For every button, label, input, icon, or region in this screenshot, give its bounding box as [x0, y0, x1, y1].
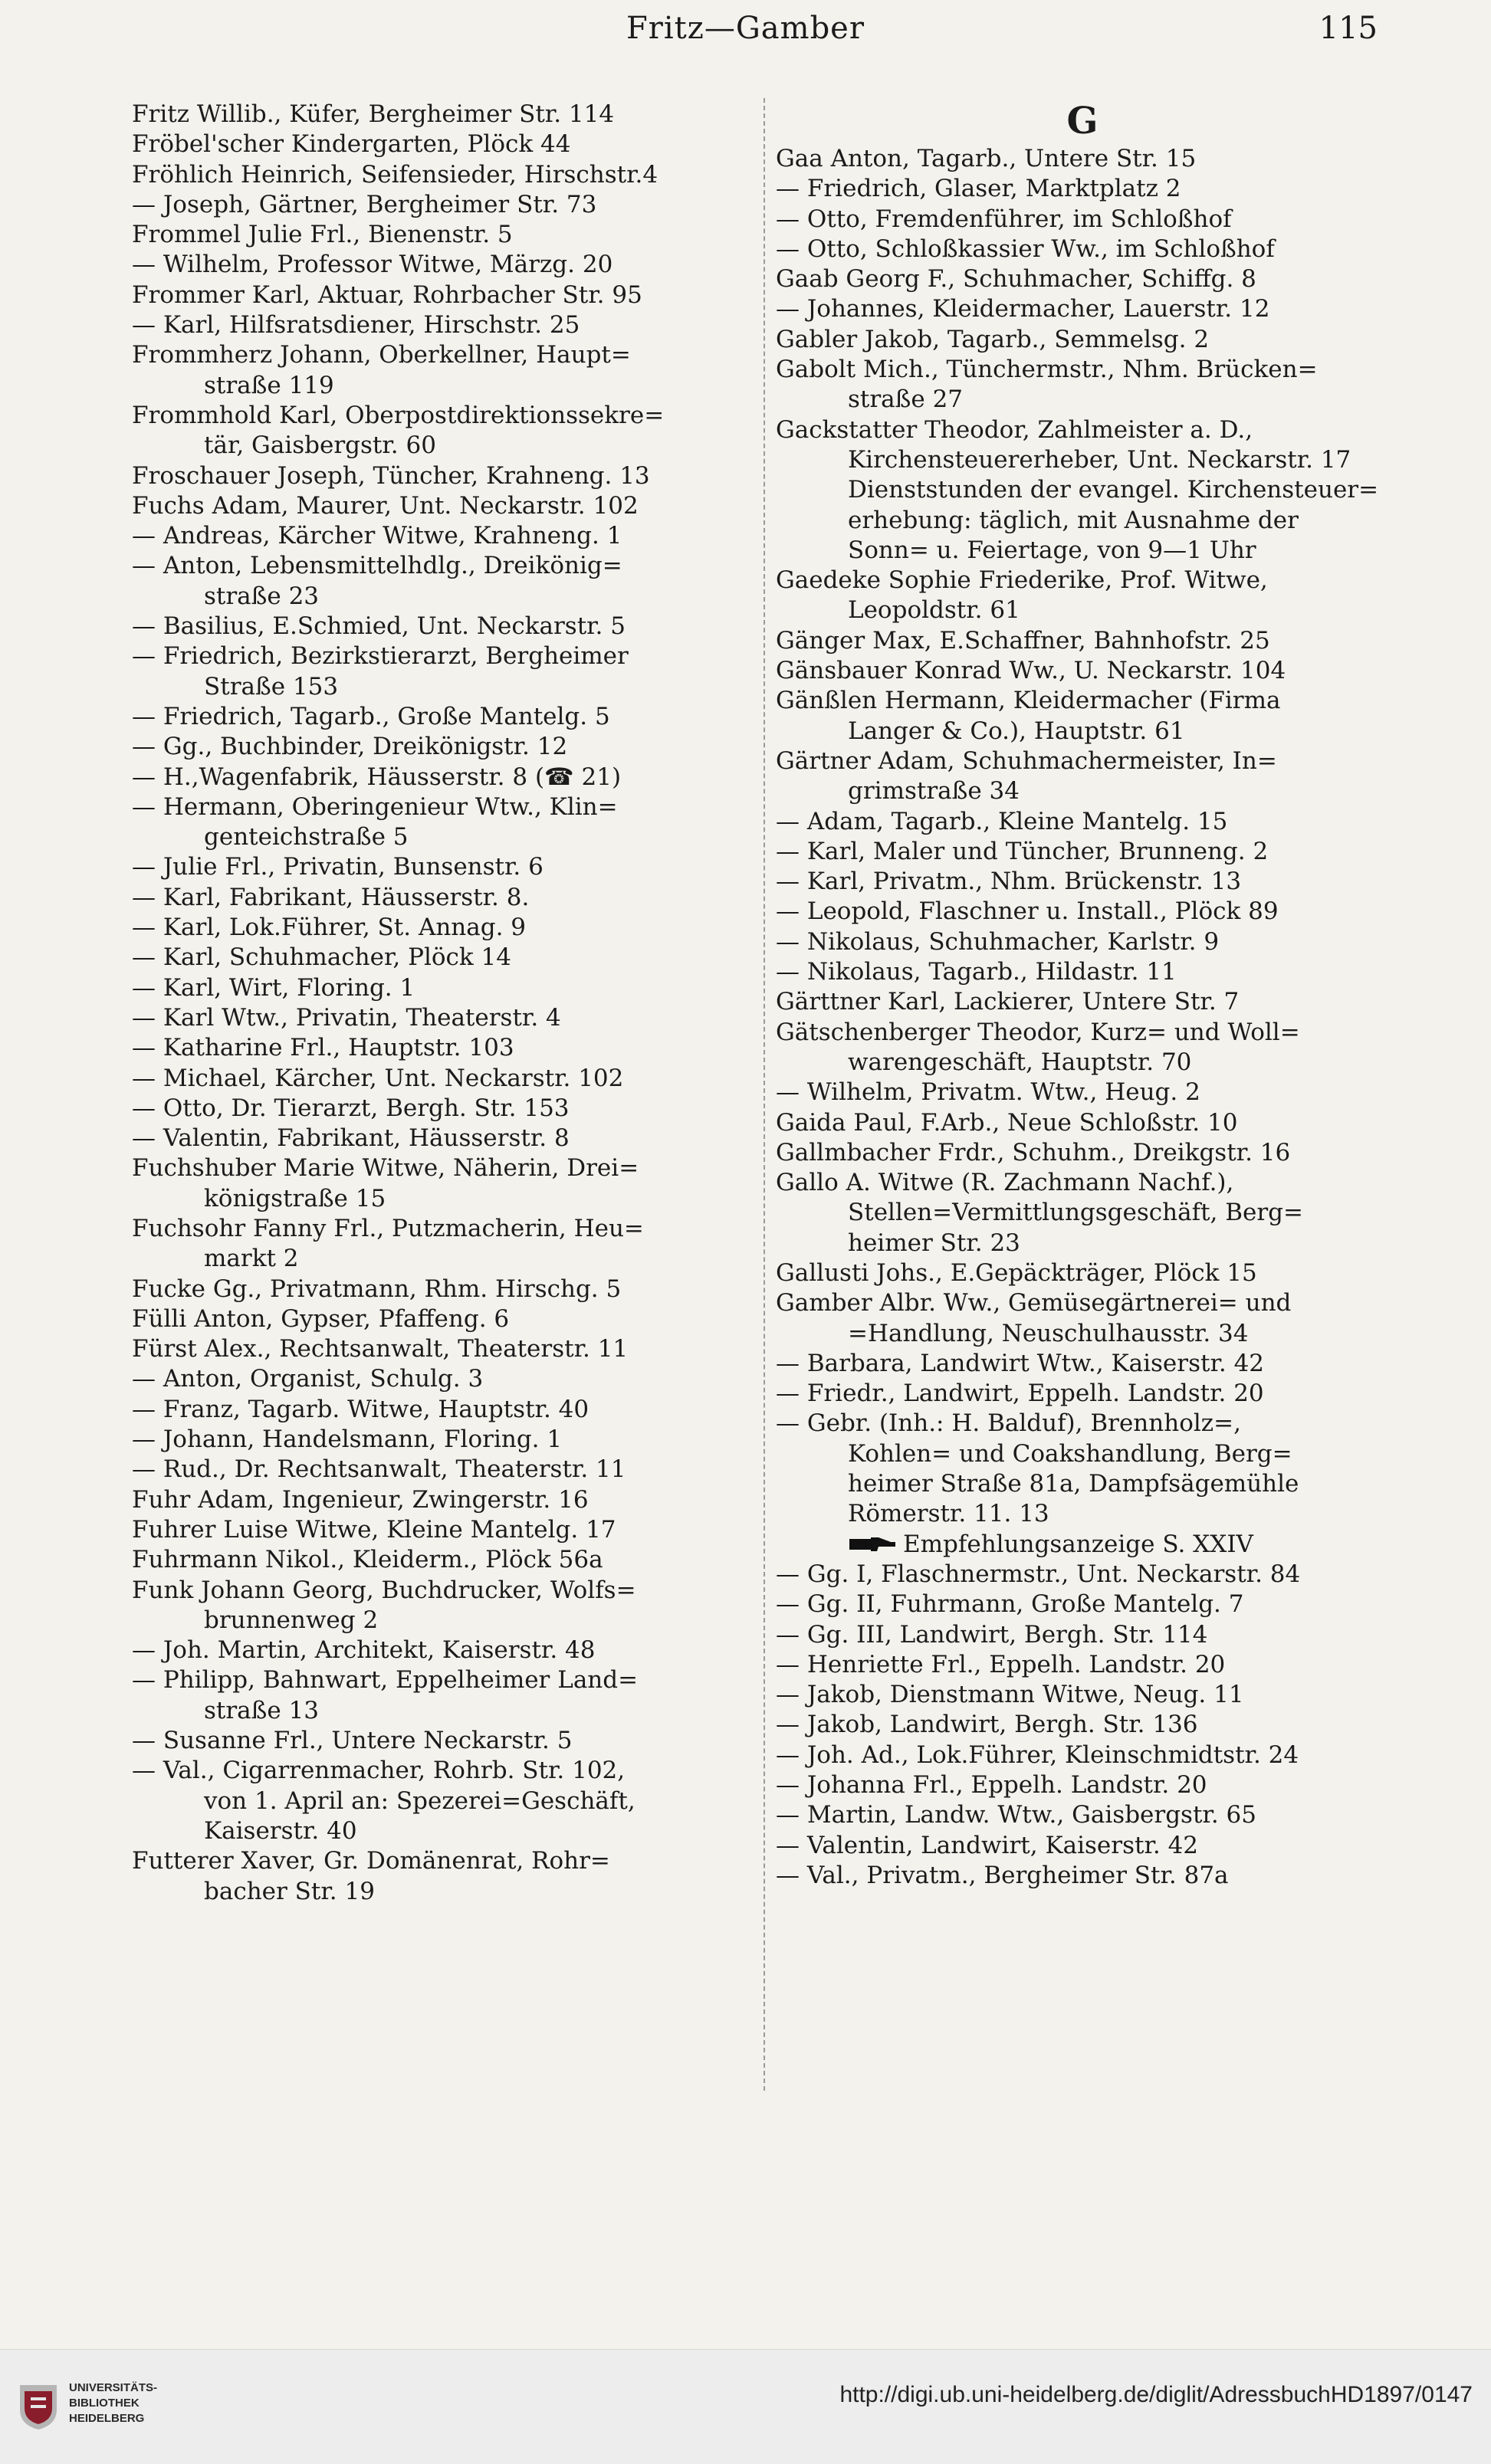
left-directory-entry: Funk Johann Georg, Buchdrucker, Wolfs= — [132, 1576, 636, 1604]
right-directory-entry: erhebung: täglich, mit Ausnahme der — [848, 506, 1299, 534]
right-directory-entry: — Johanna Frl., Eppelh. Landstr. 20 — [776, 1771, 1207, 1800]
right-directory-entry: Stellen=Vermittlungsgeschäft, Berg= — [848, 1199, 1303, 1227]
right-directory-entry: Kohlen= und Coakshandlung, Berg= — [848, 1439, 1292, 1468]
left-directory-entry: — Anton, Lebensmittelhdlg., Dreikönig= — [132, 552, 622, 580]
left-directory-entry: Fuhrmann Nikol., Kleiderm., Plöck 56a — [132, 1546, 603, 1574]
left-directory-entry: Fuhr Adam, Ingenieur, Zwingerstr. 16 — [132, 1485, 589, 1514]
left-directory-entry: Straße 153 — [204, 672, 339, 700]
library-seal-icon — [17, 2382, 60, 2431]
left-directory-entry: Fritz Willib., Küfer, Bergheimer Str. 114 — [132, 100, 615, 128]
entry-text: Empfehlungsanzeige S. XXIV — [903, 1530, 1253, 1558]
right-column-entries — [776, 144, 1389, 1891]
right-directory-entry: =Handlung, Neuschulhausstr. 34 — [848, 1319, 1249, 1347]
right-directory-entry: — Gebr. (Inh.: H. Balduf), Brennholz=, — [776, 1409, 1241, 1438]
left-directory-entry: Kaiserstr. 40 — [204, 1816, 357, 1845]
left-directory-entry: — H.,Wagenfabrik, Häusserstr. 8 (☎ 21) — [132, 763, 622, 791]
right-directory-entry: — Friedr., Landwirt, Eppelh. Landstr. 20 — [776, 1380, 1264, 1408]
left-directory-entry: — Hermann, Oberingenieur Wtw., Klin= — [132, 792, 618, 821]
right-directory-entry: — Gg. II, Fuhrmann, Große Mantelg. 7 — [776, 1590, 1244, 1619]
right-directory-entry: — Nikolaus, Schuhmacher, Karlstr. 9 — [776, 927, 1220, 956]
left-directory-entry: — Philipp, Bahnwart, Eppelheimer Land= — [132, 1666, 639, 1695]
right-directory-entry: — Johannes, Kleidermacher, Lauerstr. 12 — [776, 295, 1270, 323]
right-directory-entry: Sonn= u. Feiertage, von 9—1 Uhr — [848, 536, 1256, 564]
right-directory-entry: Gabolt Mich., Tünchermstr., Nhm. Brücken= — [776, 356, 1318, 384]
left-directory-entry: genteichstraße 5 — [204, 823, 409, 851]
left-directory-entry: Fuhrer Luise Witwe, Kleine Mantelg. 17 — [132, 1515, 616, 1544]
right-directory-entry: — Leopold, Flaschner u. Install., Plöck 89 — [776, 897, 1279, 926]
right-directory-entry: Gamber Albr. Ww., Gemüsegärtnerei= und — [776, 1289, 1292, 1317]
left-directory-entry: — Karl, Wirt, Floring. 1 — [132, 973, 415, 1002]
right-directory-entry: — Otto, Schloßkassier Ww., im Schloßhof — [776, 235, 1275, 263]
left-directory-entry: — Karl Wtw., Privatin, Theaterstr. 4 — [132, 1003, 561, 1032]
left-directory-entry: königstraße 15 — [204, 1184, 386, 1212]
left-column — [132, 100, 757, 1907]
right-directory-entry: Leopoldstr. 61 — [848, 596, 1020, 625]
left-directory-entry: straße 23 — [204, 582, 320, 610]
left-directory-entry: — Karl, Schuhmacher, Plöck 14 — [132, 943, 511, 972]
right-directory-entry: Gaa Anton, Tagarb., Untere Str. 15 — [776, 145, 1197, 172]
left-directory-entry: — Rud., Dr. Rechtsanwalt, Theaterstr. 11 — [132, 1455, 626, 1484]
left-directory-entry: — Andreas, Kärcher Witwe, Krahneng. 1 — [132, 522, 622, 550]
right-directory-entry: — Joh. Ad., Lok.Führer, Kleinschmidtstr. 24 — [776, 1741, 1299, 1769]
right-directory-entry — [776, 1530, 1389, 1560]
right-directory-entry: — Martin, Landw. Wtw., Gaisbergstr. 65 — [776, 1801, 1256, 1829]
left-directory-entry: — Gg., Buchbinder, Dreikönigstr. 12 — [132, 733, 568, 761]
right-directory-entry: Gärtner Adam, Schuhmachermeister, In= — [776, 746, 1277, 775]
right-directory-entry: Gätschenberger Theodor, Kurz= und Woll= — [776, 1018, 1300, 1046]
right-directory-entry: Kirchensteuererheber, Unt. Neckarstr. 17 — [848, 445, 1351, 474]
left-directory-entry: — Karl, Fabrikant, Häusserstr. 8. — [132, 883, 530, 911]
right-directory-entry: grimstraße 34 — [848, 777, 1020, 805]
left-directory-entry: — Wilhelm, Professor Witwe, Märzg. 20 — [132, 251, 613, 279]
left-directory-entry: Futterer Xaver, Gr. Domänenrat, Rohr= — [132, 1847, 610, 1875]
running-head — [0, 8, 1491, 54]
right-directory-entry: Gallmbacher Frdr., Schuhm., Dreikgstr. 16 — [776, 1138, 1291, 1166]
left-directory-entry: — Valentin, Fabrikant, Häusserstr. 8 — [132, 1124, 570, 1153]
left-directory-entry: — Basilius, E.Schmied, Unt. Neckarstr. 5 — [132, 612, 626, 641]
left-directory-entry: — Friedrich, Tagarb., Große Mantelg. 5 — [132, 702, 610, 730]
right-directory-entry: Gallo A. Witwe (R. Zachmann Nachf.), — [776, 1169, 1234, 1197]
left-directory-entry: — Katharine Frl., Hauptstr. 103 — [132, 1034, 514, 1062]
left-directory-entry: Fülli Anton, Gypser, Pfaffeng. 6 — [132, 1304, 510, 1333]
left-directory-entry: von 1. April an: Spezerei=Geschäft, — [204, 1786, 635, 1815]
left-directory-entry: Fuchshuber Marie Witwe, Näherin, Drei= — [132, 1154, 639, 1183]
left-directory-entry: Frommherz Johann, Oberkellner, Haupt= — [132, 341, 631, 369]
left-directory-entry: — Joseph, Gärtner, Bergheimer Str. 73 — [132, 190, 597, 218]
right-directory-entry: Gärttner Karl, Lackierer, Untere Str. 7 — [776, 988, 1240, 1016]
left-directory-entry: — Susanne Frl., Untere Neckarstr. 5 — [132, 1727, 573, 1755]
left-directory-entry: — Val., Cigarrenmacher, Rohrb. Str. 102, — [132, 1757, 626, 1785]
left-directory-entry: markt 2 — [204, 1245, 299, 1273]
left-directory-entry: — Julie Frl., Privatin, Bunsenstr. 6 — [132, 853, 544, 881]
right-directory-entry: Gaedeke Sophie Friederike, Prof. Witwe, — [776, 566, 1268, 595]
left-directory-entry: Frommhold Karl, Oberpostdirektionssekre= — [132, 401, 665, 429]
left-directory-entry: Fuchs Adam, Maurer, Unt. Neckarstr. 102 — [132, 491, 639, 520]
page-number: 115 — [1319, 11, 1378, 46]
left-directory-entry: Frommer Karl, Aktuar, Rohrbacher Str. 95 — [132, 281, 642, 309]
right-directory-entry: straße 27 — [848, 386, 964, 414]
right-directory-entry: Gaab Georg F., Schuhmacher, Schiffg. 8 — [776, 265, 1256, 294]
right-directory-entry: Langer & Co.), Hauptstr. 61 — [848, 717, 1185, 745]
section-letter-heading: G — [1066, 100, 1099, 143]
left-directory-entry: — Michael, Kärcher, Unt. Neckarstr. 102 — [132, 1064, 624, 1092]
left-directory-entry: straße 119 — [204, 371, 334, 399]
left-directory-entry: — Karl, Hilfsratsdiener, Hirschstr. 25 — [132, 311, 580, 340]
right-directory-entry: — Gg. III, Landwirt, Bergh. Str. 114 — [776, 1620, 1208, 1649]
right-directory-entry: — Otto, Fremdenführer, im Schloßhof — [776, 205, 1232, 233]
right-directory-entry: heimer Str. 23 — [848, 1229, 1020, 1257]
right-directory-entry: Gänßlen Hermann, Kleidermacher (Firma — [776, 687, 1281, 715]
right-directory-entry: heimer Straße 81a, Dampfsägemühle — [848, 1470, 1299, 1498]
pointing-hand-icon — [848, 1534, 897, 1554]
column-divider — [764, 98, 765, 2091]
right-directory-entry: — Henriette Frl., Eppelh. Landstr. 20 — [776, 1650, 1226, 1678]
right-directory-entry: Gaida Paul, F.Arb., Neue Schloßstr. 10 — [776, 1108, 1238, 1137]
right-directory-entry: — Karl, Maler und Tüncher, Brunneng. 2 — [776, 837, 1269, 865]
right-directory-entry: — Barbara, Landwirt Wtw., Kaiserstr. 42 — [776, 1349, 1265, 1377]
left-directory-entry: tär, Gaisbergstr. 60 — [204, 431, 436, 460]
left-directory-entry: — Joh. Martin, Architekt, Kaiserstr. 48 — [132, 1636, 596, 1665]
page-title: Fritz—Gamber — [626, 11, 865, 46]
right-column — [776, 100, 1389, 1891]
right-directory-entry: — Gg. I, Flaschnermstr., Unt. Neckarstr. 84 — [776, 1560, 1301, 1588]
right-directory-entry: Gänger Max, E.Schaffner, Bahnhofstr. 25 — [776, 626, 1270, 655]
right-directory-entry: — Jakob, Landwirt, Bergh. Str. 136 — [776, 1711, 1198, 1739]
right-directory-entry: — Nikolaus, Tagarb., Hildastr. 11 — [776, 958, 1177, 986]
left-directory-entry: Fürst Alex., Rechtsanwalt, Theaterstr. 11 — [132, 1335, 629, 1363]
left-directory-entry: — Franz, Tagarb. Witwe, Hauptstr. 40 — [132, 1395, 590, 1423]
footer-bar — [0, 2349, 1491, 2464]
right-directory-entry: Dienststunden der evangel. Kirchensteuer= — [848, 476, 1379, 504]
right-directory-entry: — Friedrich, Glaser, Marktplatz 2 — [776, 175, 1181, 203]
left-directory-entry: — Johann, Handelsmann, Floring. 1 — [132, 1426, 563, 1454]
right-directory-entry: — Val., Privatm., Bergheimer Str. 87a — [776, 1861, 1229, 1889]
right-directory-entry: Gänsbauer Konrad Ww., U. Neckarstr. 104 — [776, 657, 1286, 685]
left-directory-entry: Fucke Gg., Privatmann, Rhm. Hirschg. 5 — [132, 1275, 622, 1303]
left-directory-entry: Fröhlich Heinrich, Seifensieder, Hirschstr.4 — [132, 160, 658, 189]
source-url-link[interactable]: http://digi.ub.uni-heidelberg.de/diglit/AdressbuchHD1897/0147 — [839, 2382, 1473, 2407]
left-directory-entry: bacher Str. 19 — [204, 1877, 375, 1905]
left-directory-entry: — Karl, Lok.Führer, St. Annag. 9 — [132, 914, 527, 942]
left-directory-entry: Froschauer Joseph, Tüncher, Krahneng. 13 — [132, 461, 650, 490]
left-directory-entry: Fröbel'scher Kindergarten, Plöck 44 — [132, 130, 571, 159]
left-directory-entry: — Otto, Dr. Tierarzt, Bergh. Str. 153 — [132, 1094, 570, 1122]
right-directory-entry: — Jakob, Dienstmann Witwe, Neug. 11 — [776, 1681, 1244, 1709]
right-directory-entry: Gabler Jakob, Tagarb., Semmelsg. 2 — [776, 325, 1210, 353]
library-name: UNIVERSITÄTS- BIBLIOTHEK HEIDELBERG — [69, 2381, 158, 2425]
left-directory-entry: straße 13 — [204, 1696, 320, 1724]
left-directory-entry: — Friedrich, Bezirkstierarzt, Bergheimer — [132, 642, 629, 671]
left-directory-entry: Fuchsohr Fanny Frl., Putzmacherin, Heu= — [132, 1214, 644, 1242]
left-directory-entry: — Anton, Organist, Schulg. 3 — [132, 1365, 484, 1393]
right-directory-entry: — Valentin, Landwirt, Kaiserstr. 42 — [776, 1831, 1199, 1859]
left-directory-entry: Frommel Julie Frl., Bienenstr. 5 — [132, 221, 513, 249]
right-directory-entry: Gackstatter Theodor, Zahlmeister a. D., — [776, 415, 1253, 444]
right-directory-entry: warengeschäft, Hauptstr. 70 — [848, 1048, 1192, 1076]
right-directory-entry: — Karl, Privatm., Nhm. Brückenstr. 13 — [776, 868, 1242, 896]
left-directory-entry: brunnenweg 2 — [204, 1606, 379, 1634]
right-directory-entry: Gallusti Johs., E.Gepäckträger, Plöck 15 — [776, 1258, 1257, 1287]
library-logo[interactable] — [17, 2379, 216, 2440]
right-directory-entry: — Adam, Tagarb., Kleine Mantelg. 15 — [776, 807, 1228, 835]
right-directory-entry: Römerstr. 11. 13 — [848, 1500, 1049, 1528]
right-directory-entry: — Wilhelm, Privatm. Wtw., Heug. 2 — [776, 1078, 1200, 1107]
